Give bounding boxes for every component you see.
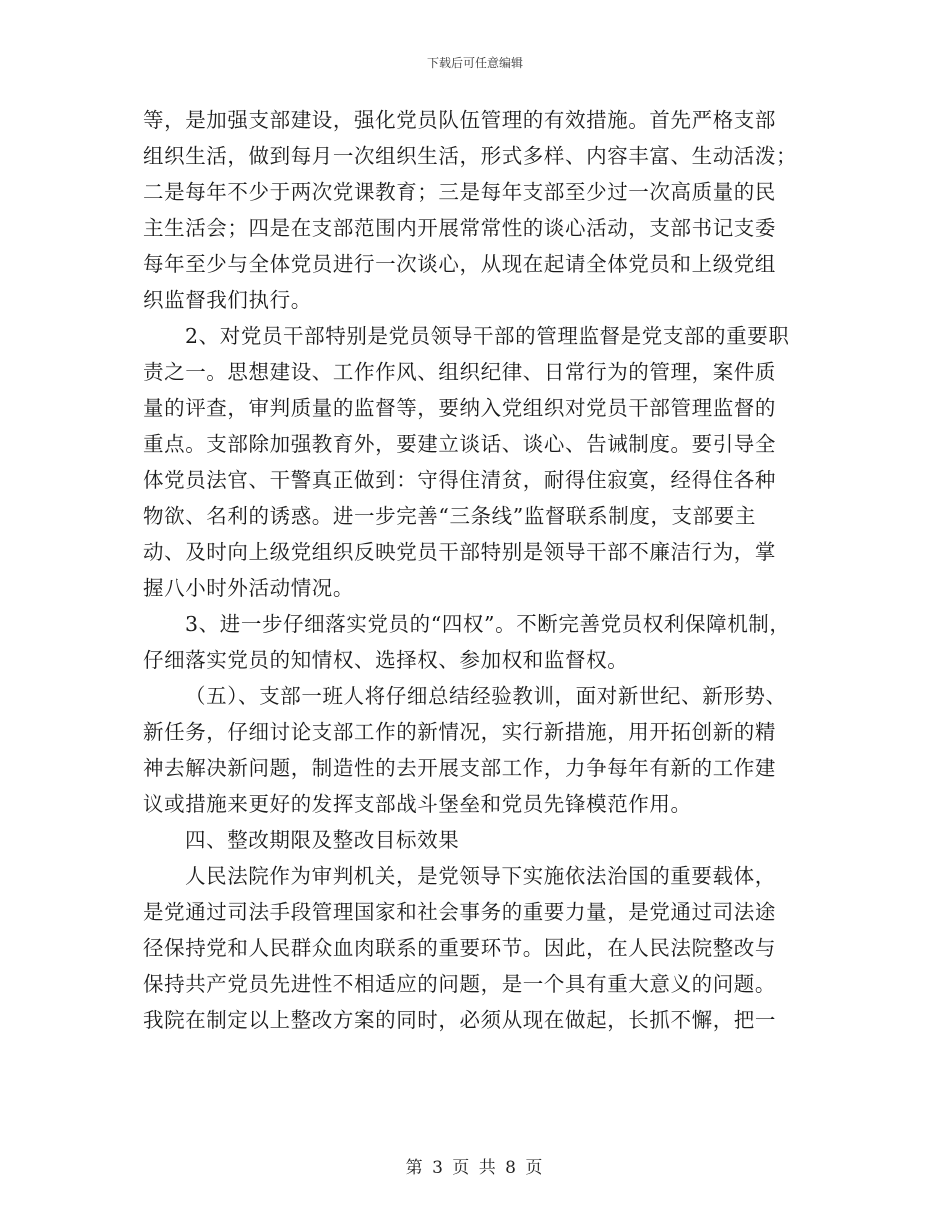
text-line: 议或措施来更好的发挥支部战斗堡垒和党员先锋模范作用。: [143, 792, 692, 816]
text-line: 等，是加强支部建设，强化党员队伍管理的有效措施。首先严格支部: [143, 108, 776, 132]
text-line: 我院在制定以上整改方案的同时，必须从现在做起，长抓不懈，把一: [143, 1008, 776, 1032]
text-line: 织监督我们执行。: [143, 288, 312, 312]
text-line: 二是每年不少于两次党课教育；三是每年支部至少过一次高质量的民: [143, 180, 776, 204]
text-line: 物欲、名利的诱惑。进一步完善“三条线”监督联系制度，支部要主: [143, 504, 756, 528]
text-line: 主生活会；四是在支部范围内开展常常性的谈心活动，支部书记支委: [143, 216, 776, 240]
text-line: 是党通过司法手段管理国家和社会事务的重要力量，是党通过司法途: [143, 900, 776, 924]
page-header: 下载后可任意编辑: [426, 56, 523, 70]
text-line: 重点。支部除加强教育外，要建立谈话、谈心、告诫制度。要引导全: [143, 432, 776, 456]
text-line: 量的评查，审判质量的监督等，要纳入党组织对党员干部管理监督的: [143, 396, 776, 420]
document-body: [143, 102, 823, 1038]
text-line: 责之一。思想建设、工作作风、组织纪律、日常行为的管理，案件质: [143, 360, 776, 384]
text-line: 四、整改期限及整改目标效果: [185, 828, 460, 852]
text-line: 2、对党员干部特别是党员领导干部的管理监督是党支部的重要职: [185, 324, 790, 348]
text-line: 保持共产党员先进性不相适应的问题，是一个具有重大意义的问题。: [143, 972, 776, 996]
text-line: 动、及时向上级党组织反映党员干部特别是领导干部不廉洁行为，掌: [143, 540, 776, 564]
text-line: 新任务，仔细讨论支部工作的新情况，实行新措施，用开拓创新的精: [143, 720, 776, 744]
text-line: （五）、支部一班人将仔细总结经验教训，面对新世纪、新形势、: [185, 684, 787, 708]
text-line: 神去解决新问题，制造性的去开展支部工作，力争每年有新的工作建: [143, 756, 776, 780]
text-line: 握八小时外活动情况。: [143, 576, 354, 600]
text-line: 仔细落实党员的知情权、选择权、参加权和监督权。: [143, 648, 629, 672]
text-line: 每年至少与全体党员进行一次谈心，从现在起请全体党员和上级党组: [143, 252, 776, 276]
text-line: 人民法院作为审判机关，是党领导下实施依法治国的重要载体，: [185, 864, 776, 888]
text-line: 3、进一步仔细落实党员的“四权”。不断完善党员权利保障机制，: [185, 612, 791, 636]
text-line: 组织生活，做到每月一次组织生活，形式多样、内容丰富、生动活泼；: [143, 144, 798, 168]
text-line: 径保持党和人民群众血肉联系的重要环节。因此，在人民法院整改与: [143, 936, 776, 960]
page-footer: 第 3 页 共 8 页: [405, 1158, 545, 1178]
text-line: 体党员法官、干警真正做到：守得住清贫，耐得住寂寞，经得住各种: [143, 468, 776, 492]
